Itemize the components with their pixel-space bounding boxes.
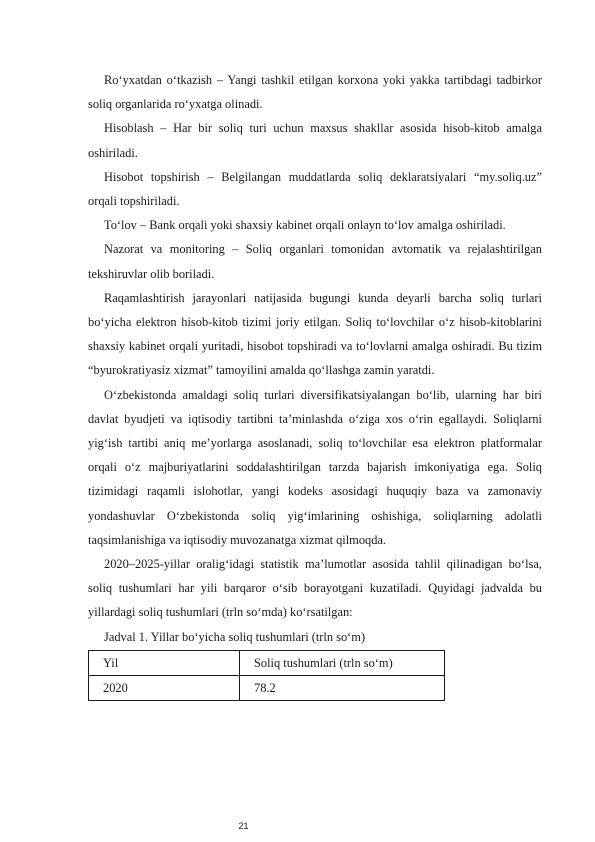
paragraph: Nazorat va monitoring – Soliq organlari tomonidan avtomatik va rejalashtirilgan tekshiruvlar olib boriladi. xyxy=(88,242,542,281)
paragraph: Raqamlashtirish jarayonlari natijasida bugungi kunda deyarli barcha soliq turlari bo‘yicha elektron hisob-kitob tizimi joriy etilgan. Soliq to‘lovchilar o‘z hisob-kitoblarini shaxsiy kabinet orqali yuritadi, hisobot topshiradi va to‘lovlarni amalga oshiradi. Bu tizim “byurokratiyasiz xizmat” tamoyilini amalda qo‘llashga zamin yaratdi. xyxy=(88,290,542,378)
table-row xyxy=(89,676,445,701)
tax-revenue-table xyxy=(88,650,445,701)
table-header-revenue: Soliq tushumlari (trln so‘m) xyxy=(240,650,445,675)
table-cell-year: 2020 xyxy=(89,676,240,701)
table-header-row xyxy=(89,650,445,675)
page-number: 21 xyxy=(238,821,249,831)
table-caption: Jadval 1. Yillar bo‘yicha soliq tushumlari (trln so‘m) xyxy=(104,629,366,644)
paragraph: Hisobot topshirish – Belgilangan muddatlarda soliq deklaratsiyalari “my.soliq.uz” orqali topshiriladi. xyxy=(88,169,542,209)
paragraph: To‘lov – Bank orqali yoki shaxsiy kabinet orqali onlayn to‘lov amalga oshiriladi. xyxy=(104,218,506,233)
paragraph: Ro‘yxatdan o‘tkazish – Yangi tashkil etilgan korxona yoki yakka tartibdagi tadbirkor soliq organlarida ro‘yxatga olinadi. xyxy=(88,73,542,112)
table-cell-revenue: 78.2 xyxy=(240,676,445,701)
paragraph: Hisoblash – Har bir soliq turi uchun maxsus shakllar asosida hisob-kitob amalga oshiriladi. xyxy=(88,121,542,160)
page-content xyxy=(88,68,542,701)
paragraph: 2020–2025-yillar oralig‘idagi statistik ma’lumotlar asosida tahlil qilinadigan bo‘lsa, soliq tushumlari har yili barqaror o‘sib borayotgani kuzatiladi. Quyidagi jadvalda bu yillardagi soliq tushumlari (trln so‘mda) ko‘rsatilgan: xyxy=(88,557,542,620)
paragraph: O‘zbekistonda amaldagi soliq turlari diversifikatsiyalangan bo‘lib, ularning har biri davlat byudjeti va iqtisodiy tartibni ta’minlashda o‘ziga xos o‘rin egallaydi. Soliqlarni yig‘ish tartibi aniq me’yorlarga asoslanadi, soliq to‘lovchilar esa elektron platformalar orqali o‘z majburiyatlarini soddalashtirilgan tarzda bajarish imkoniyatiga ega. Soliq tizimidagi raqamli islohotlar, yangi kodeks asosidagi huquqiy baza va zamonaviy yondashuvlar O‘zbekistonda soliq yig‘imlarining oshishiga, soliqlarning adolatli taqsimlanishiga va iqtisodiy muvozanatga xizmat qilmoqda. xyxy=(88,387,542,547)
table-header-year: Yil xyxy=(89,650,240,675)
